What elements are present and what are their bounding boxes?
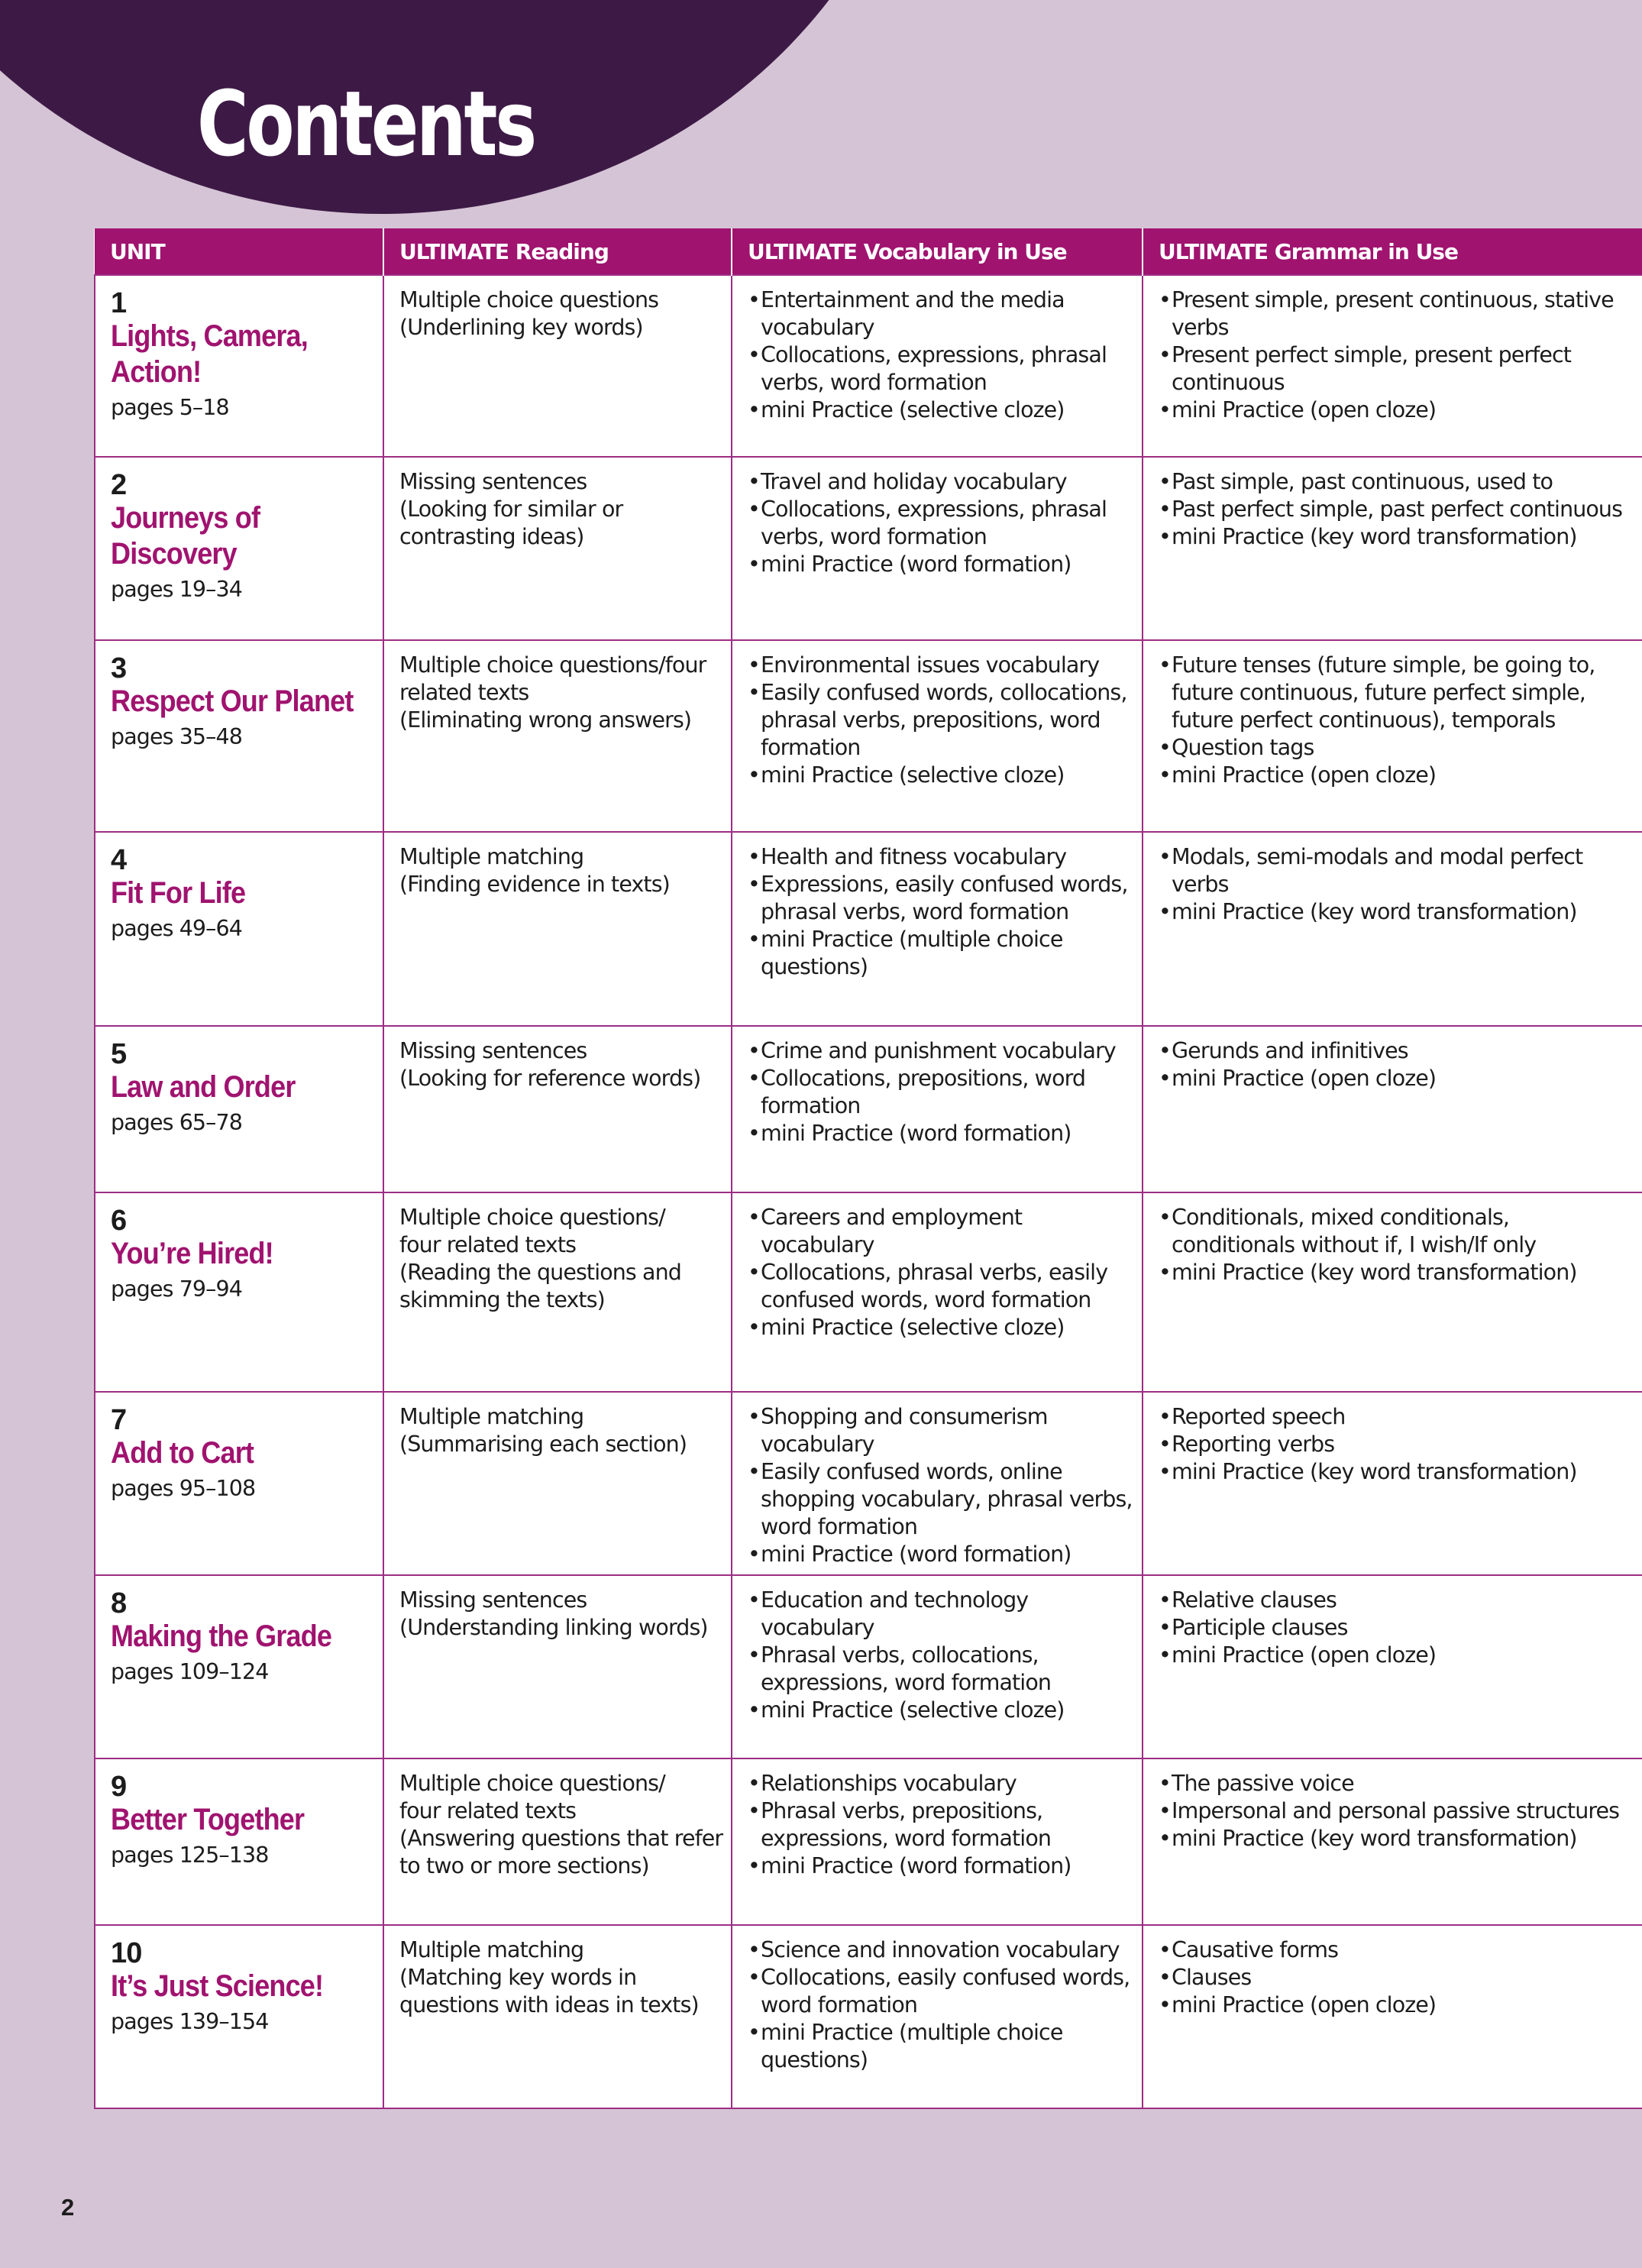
reading-cell [383,457,732,640]
unit-number: 6 [111,1205,127,1237]
vocabulary-cell [732,1026,1143,1192]
unit-pages: pages 109–124 [111,1659,269,1684]
unit-name: Fit For Life [111,876,246,910]
reading-line: (Eliminating wrong answers) [399,707,692,733]
unit-pages: pages 95–108 [111,1476,256,1501]
unit-number: 9 [111,1771,127,1803]
grammar-cell [1143,457,1642,640]
grammar-item: • mini Practice (open cloze) [1159,762,1634,789]
grammar-item: • Present perfect simple, present perfect continuous [1159,341,1634,396]
vocabulary-item: • Health and fitness vocabulary [748,843,1134,871]
vocabulary-cell [732,1392,1143,1575]
vocabulary-item: • Phrasal verbs, collocations, expressions, word formation [748,1642,1134,1697]
unit-number: 2 [111,469,127,501]
reading-line: (Summarising each section) [399,1432,687,1457]
vocabulary-cell [732,1192,1143,1392]
table-row [95,1192,1642,1392]
vocabulary-cell [732,1925,1143,2108]
header-reading: ULTIMATE Reading [383,228,732,275]
grammar-item: • mini Practice (key word transformation) [1159,1259,1634,1286]
vocabulary-cell [732,275,1143,457]
reading-line: (Looking for similar or contrasting ideas) [399,497,623,549]
vocabulary-item: • Environmental issues vocabulary [748,652,1134,679]
grammar-cell [1143,1925,1642,2108]
grammar-list [1159,1770,1634,1852]
vocabulary-item: • mini Practice (word formation) [748,551,1134,578]
unit-cell [95,640,383,832]
grammar-item: • Participle clauses [1159,1614,1634,1642]
grammar-item: • Causative forms [1159,1936,1634,1964]
vocabulary-item: • mini Practice (word formation) [748,1852,1134,1880]
unit-name: It’s Just Science! [111,1969,324,2003]
vocabulary-item: • mini Practice (selective cloze) [748,1314,1134,1341]
reading-line: Multiple choice questions [399,287,659,312]
vocabulary-item: • Entertainment and the media vocabulary [748,286,1134,341]
vocabulary-list [748,468,1134,578]
grammar-list [1159,286,1634,424]
table-row [95,275,1642,457]
vocabulary-item: • Science and innovation vocabulary [748,1936,1134,1964]
header-vocabulary: ULTIMATE Vocabulary in Use [732,228,1143,275]
vocabulary-item: • Shopping and consumerism vocabulary [748,1403,1134,1458]
unit-cell [95,1026,383,1192]
table-row [95,457,1642,640]
header-grammar: ULTIMATE Grammar in Use [1143,228,1642,275]
grammar-item: • Present simple, present continuous, stative verbs [1159,286,1634,341]
unit-name: Journeys of Discovery [111,501,260,571]
grammar-list [1159,652,1634,789]
unit-pages: pages 79–94 [111,1276,242,1302]
reading-cell [383,1192,732,1392]
vocabulary-item: • Education and technology vocabulary [748,1587,1134,1642]
reading-cell [383,832,732,1026]
page-title: Contents [197,71,535,176]
reading-line: Multiple matching [399,844,584,869]
grammar-item: • Conditionals, mixed conditionals, conditionals without if, I wish/If only [1159,1204,1634,1259]
unit-pages: pages 125–138 [111,1843,269,1868]
vocabulary-item: • Collocations, phrasal verbs, easily confused words, word formation [748,1259,1134,1314]
grammar-item: • mini Practice (open cloze) [1159,396,1634,424]
unit-pages: pages 5–18 [111,395,229,420]
grammar-item: • Question tags [1159,734,1634,762]
vocabulary-list [748,1587,1134,1724]
reading-line: (Underlining key words) [399,315,643,340]
grammar-item: • Future tenses (future simple, be going to, future continuous, future perfect simple, future perfect continuous), temporals [1159,652,1634,734]
reading-line: (Finding evidence in texts) [399,872,670,897]
vocabulary-list [748,1770,1134,1880]
vocabulary-item: • mini Practice (selective cloze) [748,762,1134,789]
unit-cell [95,1758,383,1925]
vocabulary-item: • Travel and holiday vocabulary [748,468,1134,496]
vocabulary-item: • Collocations, expressions, phrasal verbs, word formation [748,496,1134,551]
grammar-list [1159,1403,1634,1486]
reading-line: Multiple matching [399,1404,584,1429]
grammar-list [1159,1204,1634,1286]
unit-number: 1 [111,287,127,319]
reading-line: (Matching key words in questions with ideas in texts) [399,1965,699,2017]
reading-line: Multiple choice questions/ [399,1205,665,1230]
vocabulary-cell [732,832,1143,1026]
vocabulary-item: • Easily confused words, online shopping vocabulary, phrasal verbs, word formation [748,1458,1134,1541]
reading-line: (Looking for reference words) [399,1066,701,1091]
unit-number: 7 [111,1404,127,1436]
reading-cell [383,1026,732,1192]
vocabulary-item: • Expressions, easily confused words, phrasal verbs, word formation [748,871,1134,926]
reading-line: Multiple choice questions/four related texts [399,652,706,705]
vocabulary-item: • Easily confused words, collocations, phrasal verbs, prepositions, word formation [748,679,1134,762]
vocabulary-cell [732,1575,1143,1758]
unit-cell [95,832,383,1026]
vocabulary-item: • Crime and punishment vocabulary [748,1037,1134,1065]
unit-cell [95,275,383,457]
grammar-item: • Gerunds and infinitives [1159,1037,1634,1065]
vocabulary-item: • mini Practice (word formation) [748,1120,1134,1147]
unit-name: Making the Grade [111,1619,332,1653]
grammar-cell [1143,1758,1642,1925]
reading-line: (Answering questions that refer to two or more sections) [399,1826,723,1878]
table-row [95,640,1642,832]
table-row [95,1575,1642,1758]
vocabulary-list [748,1936,1134,2074]
grammar-item: • mini Practice (open cloze) [1159,1642,1634,1669]
page-number: 2 [61,2194,75,2221]
reading-line: Missing sentences [399,1587,587,1613]
unit-name: Add to Cart [111,1436,254,1470]
reading-cell [383,1392,732,1575]
unit-number: 8 [111,1587,127,1619]
unit-name: Better Together [111,1803,305,1836]
grammar-cell [1143,640,1642,832]
unit-name: Law and Order [111,1070,296,1104]
grammar-item: • Reporting verbs [1159,1431,1634,1458]
reading-line: four related texts [399,1232,577,1257]
vocabulary-item: • Phrasal verbs, prepositions, expressions, word formation [748,1797,1134,1852]
vocabulary-cell [732,1758,1143,1925]
grammar-cell [1143,1392,1642,1575]
unit-name: Lights, Camera, Action! [111,319,308,389]
vocabulary-list [748,1037,1134,1147]
vocabulary-list [748,1403,1134,1568]
grammar-item: • Reported speech [1159,1403,1634,1431]
unit-number: 10 [111,1937,142,1969]
grammar-item: • Past simple, past continuous, used to [1159,468,1634,496]
unit-pages: pages 19–34 [111,577,242,602]
reading-cell [383,640,732,832]
vocabulary-item: • mini Practice (multiple choice questions) [748,2019,1134,2074]
reading-line: Multiple choice questions/ [399,1771,665,1796]
vocabulary-list [748,843,1134,981]
reading-cell [383,275,732,457]
grammar-cell [1143,275,1642,457]
vocabulary-item: • mini Practice (word formation) [748,1541,1134,1568]
grammar-item: • mini Practice (key word transformation) [1159,1825,1634,1852]
reading-line: Missing sentences [399,469,587,494]
grammar-item: • mini Practice (key word transformation) [1159,1458,1634,1486]
reading-line: Multiple matching [399,1937,584,1962]
grammar-item: • Relative clauses [1159,1587,1634,1614]
grammar-cell [1143,1575,1642,1758]
vocabulary-list [748,1204,1134,1341]
grammar-list [1159,1936,1634,2019]
unit-number: 3 [111,652,127,684]
unit-cell [95,1392,383,1575]
table-row [95,832,1642,1026]
grammar-cell [1143,1192,1642,1392]
grammar-item: • Impersonal and personal passive structures [1159,1797,1634,1825]
grammar-item: • Clauses [1159,1964,1634,1991]
unit-pages: pages 139–154 [111,2009,269,2034]
table-row [95,1392,1642,1575]
reading-cell [383,1758,732,1925]
grammar-item: • mini Practice (open cloze) [1159,1991,1634,2019]
reading-cell [383,1575,732,1758]
grammar-item: • Modals, semi-modals and modal perfect verbs [1159,843,1634,898]
table-row [95,1026,1642,1192]
vocabulary-item: • Collocations, easily confused words, word formation [748,1964,1134,2019]
vocabulary-item: • Collocations, prepositions, word formation [748,1065,1134,1120]
vocabulary-item: • Careers and employment vocabulary [748,1204,1134,1259]
unit-cell [95,1192,383,1392]
vocabulary-item: • mini Practice (selective cloze) [748,1697,1134,1724]
contents-table [94,228,1642,2109]
reading-line: (Understanding linking words) [399,1615,708,1640]
grammar-item: • Past perfect simple, past perfect continuous [1159,496,1634,523]
table-row [95,1925,1642,2108]
unit-cell [95,1575,383,1758]
grammar-item: • The passive voice [1159,1770,1634,1797]
table-row [95,1758,1642,1925]
grammar-cell [1143,1026,1642,1192]
grammar-list [1159,468,1634,551]
table-header-row [95,228,1642,275]
vocabulary-item: • Collocations, expressions, phrasal verbs, word formation [748,341,1134,396]
grammar-list [1159,843,1634,926]
unit-pages: pages 35–48 [111,724,242,749]
reading-cell [383,1925,732,2108]
vocabulary-cell [732,457,1143,640]
unit-name: You’re Hired! [111,1237,273,1270]
vocabulary-item: • mini Practice (multiple choice questions) [748,926,1134,981]
vocabulary-item: • Relationships vocabulary [748,1770,1134,1797]
reading-line: (Reading the questions and skimming the texts) [399,1260,681,1312]
unit-cell [95,1925,383,2108]
grammar-item: • mini Practice (key word transformation) [1159,898,1634,926]
unit-number: 4 [111,844,127,876]
grammar-cell [1143,832,1642,1026]
vocabulary-cell [732,640,1143,832]
reading-line: Missing sentences [399,1038,587,1063]
unit-number: 5 [111,1038,127,1070]
vocabulary-list [748,652,1134,789]
reading-line: four related texts [399,1798,577,1823]
unit-cell [95,457,383,640]
grammar-list [1159,1037,1634,1092]
unit-pages: pages 65–78 [111,1110,242,1135]
grammar-list [1159,1587,1634,1669]
vocabulary-list [748,286,1134,424]
header-unit: UNIT [95,228,383,275]
grammar-item: • mini Practice (key word transformation) [1159,523,1634,551]
unit-name: Respect Our Planet [111,684,354,718]
unit-pages: pages 49–64 [111,916,242,941]
vocabulary-item: • mini Practice (selective cloze) [748,396,1134,424]
grammar-item: • mini Practice (open cloze) [1159,1065,1634,1092]
